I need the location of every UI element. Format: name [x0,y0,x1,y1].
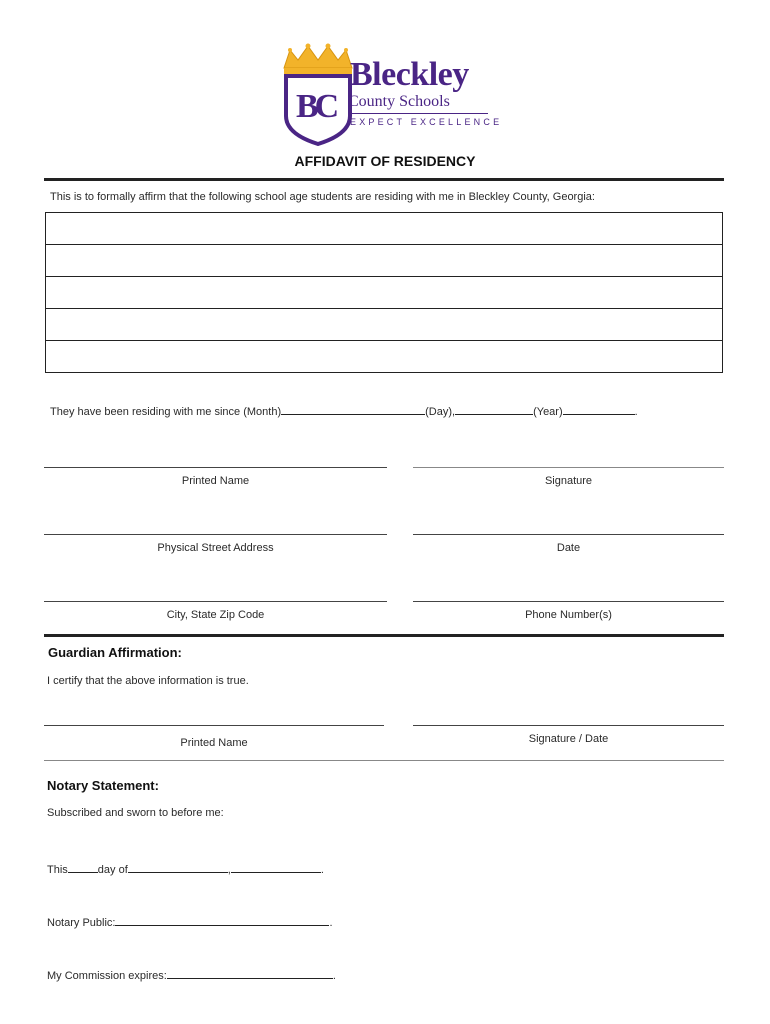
address-line[interactable] [44,534,387,535]
signature-label: Signature [544,475,593,487]
logo-tagline: EXPECT EXCELLENCE [350,117,503,127]
guardian-name-label: Printed Name [180,737,248,749]
address-label: Physical Street Address [157,542,274,554]
this-label: This [47,864,68,876]
notary-date-end: . [320,864,324,876]
notary-year-field[interactable] [231,860,321,873]
residing-prefix: They have been residing with me since (Month) [50,406,282,418]
guardian-rule [44,760,724,761]
commission-label: My Commission expires: [47,970,167,982]
residing-line [50,402,638,418]
notary-comma: , [227,864,231,876]
student-row[interactable] [46,277,723,309]
student-row[interactable] [46,245,723,277]
date-label: Date [556,542,581,554]
section-rule [44,634,724,637]
notary-date-line [47,860,324,876]
logo-name: Bleckley [350,56,469,93]
city-line[interactable] [44,601,387,602]
notary-heading: Notary Statement: [47,778,159,793]
day-of-label: day of [97,864,128,876]
guardian-signature-label: Signature / Date [528,733,609,745]
guardian-statement: I certify that the above information is true. [47,675,249,687]
phone-line[interactable] [413,601,724,602]
student-row[interactable] [46,213,723,245]
title-rule [44,178,724,181]
residing-end: . [634,406,638,418]
commission-field[interactable] [167,966,333,979]
student-table [45,212,723,373]
page-title: AFFIDAVIT OF RESIDENCY [294,153,476,169]
year-label: (Year) [533,406,563,418]
notary-public-end: . [329,917,333,929]
logo-underline [348,113,488,114]
commission-line [47,966,336,982]
logo-subname: County Schools [348,93,450,110]
date-line[interactable] [413,534,724,535]
city-label: City, State Zip Code [166,609,265,621]
day-field[interactable] [455,402,533,415]
printed-name-label: Printed Name [181,475,250,487]
month-field[interactable] [281,402,425,415]
student-row[interactable] [46,341,723,373]
notary-public-field[interactable] [115,913,329,926]
phone-label: Phone Number(s) [525,609,612,621]
notary-public-label: Notary Public: [47,917,116,929]
printed-name-line[interactable] [44,467,387,468]
intro-text: This is to formally affirm that the following school age students are residing with me in Bleckley County, Georgia: [50,191,595,203]
signature-line[interactable] [413,467,724,468]
notary-public-line [47,913,333,929]
notary-subscribed: Subscribed and sworn to before me: [47,807,224,819]
logo-initials: BC [296,88,336,125]
notary-month-field[interactable] [128,860,228,873]
day-label: (Day), [425,406,456,418]
guardian-heading: Guardian Affirmation: [48,645,182,660]
notary-day-field[interactable] [68,860,98,873]
student-row[interactable] [46,309,723,341]
commission-end: . [332,970,336,982]
year-field[interactable] [563,402,635,415]
guardian-name-line[interactable] [44,725,384,726]
guardian-signature-line[interactable] [413,725,724,726]
